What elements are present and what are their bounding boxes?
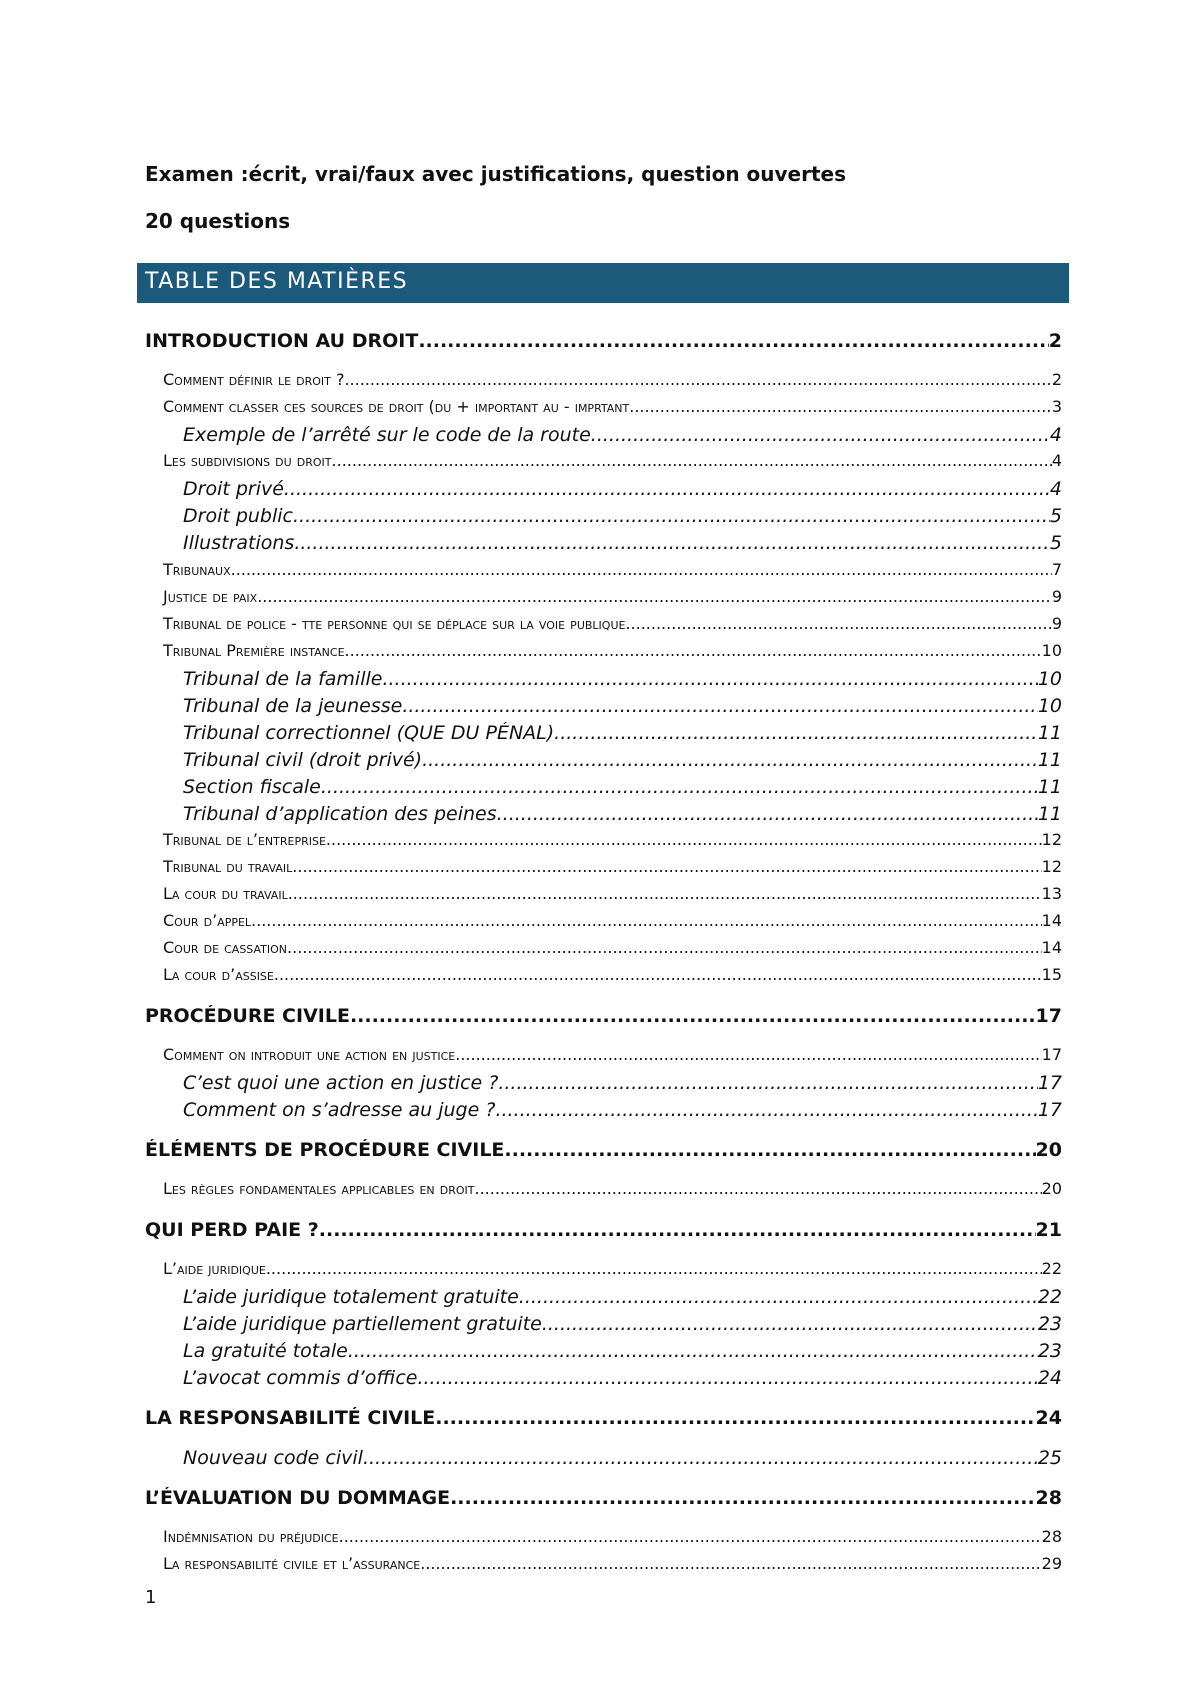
toc-entry-label: LA RESPONSABILITÉ CIVILE (145, 1407, 436, 1429)
toc-entry-label: Indémnisation du préjudice (163, 1527, 339, 1546)
toc-dot-leader (435, 1407, 1035, 1429)
toc-dot-leader (257, 587, 1052, 606)
toc-entry-page-number: 10 (1041, 641, 1062, 660)
toc-subsection-link[interactable] (145, 722, 1062, 744)
toc-subsection-link[interactable] (145, 1313, 1062, 1335)
toc-entry-label: L’ÉVALUATION DU DOMMAGE (145, 1487, 451, 1509)
toc-entry-page-number: 24 (1037, 1367, 1062, 1389)
toc-subsection-link[interactable] (145, 1340, 1062, 1362)
toc-entry-page-number: 4 (1049, 424, 1062, 446)
toc-section-link[interactable] (145, 560, 1062, 579)
toc-subsection-link[interactable] (145, 1447, 1062, 1469)
toc-section-link[interactable] (145, 857, 1062, 876)
toc-dot-leader (497, 803, 1038, 825)
toc-entry-label: La gratuité totale (183, 1340, 348, 1362)
toc-dot-leader (629, 397, 1052, 416)
toc-dot-leader (294, 532, 1050, 554)
toc-section-link[interactable] (145, 911, 1062, 930)
toc-subsection-link[interactable] (145, 749, 1062, 771)
toc-dot-leader (345, 641, 1042, 660)
toc-section-link[interactable] (145, 830, 1062, 849)
toc-entry-page-number: 2 (1051, 370, 1062, 389)
toc-entry-page-number: 14 (1041, 911, 1062, 930)
toc-entry-label: Comment on introduit une action en justice (163, 1045, 456, 1064)
toc-subsection-link[interactable] (145, 668, 1062, 690)
toc-entry-page-number: 22 (1041, 1259, 1062, 1278)
toc-section-link[interactable] (145, 1554, 1062, 1573)
toc-entry-page-number: 12 (1041, 857, 1062, 876)
toc-title: TABLE DES MATIÈRES (145, 269, 409, 294)
toc-section-link[interactable] (145, 587, 1062, 606)
toc-entry-label: Tribunal Première instance (163, 641, 345, 660)
toc-dot-leader (420, 1554, 1041, 1573)
toc-entry-page-number: 14 (1041, 938, 1062, 957)
toc-subsection-link[interactable] (145, 532, 1062, 554)
toc-entry-page-number: 17 (1037, 1099, 1062, 1121)
toc-dot-leader (332, 451, 1052, 470)
toc-dot-leader (504, 1139, 1035, 1161)
toc-entry-page-number: 17 (1037, 1072, 1062, 1094)
toc-entry-label: Tribunal du travail (163, 857, 293, 876)
toc-entry-page-number: 11 (1037, 722, 1062, 744)
toc-subsection-link[interactable] (145, 1072, 1062, 1094)
toc-dot-leader (495, 1099, 1037, 1121)
toc-entry-page-number: 12 (1041, 830, 1062, 849)
toc-entry-page-number: 11 (1037, 749, 1062, 771)
toc-entry-page-number: 9 (1051, 614, 1062, 633)
toc-entry-label: Comment classer ces sources de droit (du + important au - imprtant (163, 397, 630, 416)
toc-dot-leader (498, 1072, 1037, 1094)
toc-entry-page-number: 15 (1041, 965, 1062, 984)
toc-entry-label: Tribunal de la famille (183, 668, 383, 690)
toc-entry-label: L’avocat commis d’office (183, 1367, 418, 1389)
toc-entry-label: ÉLÉMENTS DE PROCÉDURE CIVILE (145, 1139, 505, 1161)
toc-entry-label: L’aide juridique (163, 1259, 266, 1278)
toc-entry-label: Cour de cassation (163, 938, 288, 957)
toc-entry-label: Les règles fondamentales applicables en droit (163, 1179, 475, 1198)
toc-entry-page-number: 20 (1041, 1179, 1062, 1198)
toc-dot-leader (363, 1447, 1038, 1469)
toc-entry-page-number: 24 (1035, 1407, 1062, 1429)
toc-entry-label: Cour d’appel (163, 911, 252, 930)
toc-entry-label: Justice de paix (163, 587, 258, 606)
toc-entry-label: PROCÉDURE CIVILE (145, 1005, 350, 1027)
toc-entry-label: L’aide juridique partiellement gratuite (183, 1313, 542, 1335)
toc-section-link[interactable] (145, 1527, 1062, 1546)
question-count-line: 20 questions (145, 209, 291, 233)
toc-entry-label: QUI PERD PAIE ? (145, 1219, 319, 1241)
toc-dot-leader (231, 560, 1052, 579)
toc-chapter-link[interactable] (145, 1139, 1062, 1161)
exam-info-line: Examen :écrit, vrai/faux avec justifications, question ouvertes (145, 162, 846, 186)
toc-section-link[interactable] (145, 938, 1062, 957)
toc-entry-page-number: 23 (1037, 1313, 1062, 1335)
toc-entry-page-number: 3 (1051, 397, 1062, 416)
toc-dot-leader (350, 1005, 1036, 1027)
toc-entry-label: Les subdivisions du droit (163, 451, 332, 470)
toc-entry-label: Nouveau code civil (183, 1447, 363, 1469)
toc-entry-label: La responsabilité civile et l’assurance (163, 1554, 421, 1573)
toc-dot-leader (418, 330, 1048, 352)
toc-chapter-link[interactable] (145, 330, 1062, 352)
toc-dot-leader (274, 965, 1042, 984)
toc-entry-page-number: 4 (1049, 478, 1062, 500)
toc-entry-page-number: 5 (1049, 505, 1062, 527)
toc-entry-page-number: 17 (1041, 1045, 1062, 1064)
toc-entry-label: Comment définir le droit ? (163, 370, 345, 389)
toc-subsection-link[interactable] (145, 424, 1062, 446)
toc-subsection-link[interactable] (145, 1367, 1062, 1389)
toc-section-link[interactable] (145, 1045, 1062, 1064)
toc-entry-page-number: 13 (1041, 884, 1062, 903)
toc-entry-label: La cour du travail (163, 884, 288, 903)
toc-entry-page-number: 29 (1041, 1554, 1062, 1573)
toc-section-link[interactable] (145, 1259, 1062, 1278)
toc-entry-label: INTRODUCTION AU DROIT (145, 330, 419, 352)
toc-dot-leader (251, 911, 1042, 930)
toc-entry-page-number: 10 (1037, 668, 1062, 690)
toc-section-link[interactable] (145, 397, 1062, 416)
toc-entry-label: C’est quoi une action en justice ? (183, 1072, 499, 1094)
toc-entry-page-number: 4 (1051, 451, 1062, 470)
toc-entry-page-number: 11 (1037, 776, 1062, 798)
toc-entry-page-number: 9 (1051, 587, 1062, 606)
toc-dot-leader (348, 1340, 1038, 1362)
toc-section-link[interactable] (145, 641, 1062, 660)
toc-entry-label: Tribunaux (163, 560, 231, 579)
toc-subsection-link[interactable] (145, 803, 1062, 825)
toc-entry-page-number: 25 (1037, 1447, 1062, 1469)
toc-dot-leader (382, 668, 1037, 690)
toc-section-link[interactable] (145, 884, 1062, 903)
toc-dot-leader (288, 884, 1042, 903)
toc-dot-leader (344, 370, 1051, 389)
toc-entry-page-number: 23 (1037, 1340, 1062, 1362)
toc-dot-leader (422, 749, 1038, 771)
toc-dot-leader (455, 1045, 1041, 1064)
toc-header-banner (137, 263, 1069, 303)
toc-dot-leader (326, 830, 1042, 849)
toc-entry-label: Comment on s’adresse au juge ? (183, 1099, 496, 1121)
toc-dot-leader (293, 505, 1050, 527)
toc-section-link[interactable] (145, 1179, 1062, 1198)
toc-subsection-link[interactable] (145, 478, 1062, 500)
toc-section-link[interactable] (145, 614, 1062, 633)
toc-dot-leader (542, 1313, 1038, 1335)
toc-entry-label: Droit public (183, 505, 294, 527)
toc-entry-label: Tribunal correctionnel (QUE DU PÉNAL) (183, 722, 555, 744)
toc-section-link[interactable] (145, 965, 1062, 984)
toc-chapter-link[interactable] (145, 1219, 1062, 1241)
toc-subsection-link[interactable] (145, 695, 1062, 717)
toc-subsection-link[interactable] (145, 776, 1062, 798)
toc-dot-leader (319, 1219, 1036, 1241)
toc-entry-page-number: 10 (1037, 695, 1062, 717)
toc-dot-leader (402, 695, 1038, 717)
toc-entry-page-number: 17 (1035, 1005, 1062, 1027)
toc-entry-label: Section fiscale (183, 776, 321, 798)
toc-chapter-link[interactable] (145, 1407, 1062, 1429)
toc-entry-page-number: 28 (1035, 1487, 1062, 1509)
toc-entry-page-number: 28 (1041, 1527, 1062, 1546)
toc-section-link[interactable] (145, 370, 1062, 389)
page-number: 1 (145, 1587, 157, 1608)
toc-subsection-link[interactable] (145, 505, 1062, 527)
toc-dot-leader (474, 1179, 1041, 1198)
toc-dot-leader (417, 1367, 1037, 1389)
toc-entry-label: La cour d’assise (163, 965, 274, 984)
toc-entry-label: Tribunal civil (droit privé) (183, 749, 423, 771)
toc-entry-label: L’aide juridique totalement gratuite (183, 1286, 519, 1308)
toc-dot-leader (266, 1259, 1042, 1278)
toc-entry-page-number: 21 (1035, 1219, 1062, 1241)
toc-dot-leader (450, 1487, 1035, 1509)
toc-dot-leader (284, 478, 1050, 500)
toc-dot-leader (519, 1286, 1038, 1308)
toc-entry-page-number: 20 (1035, 1139, 1062, 1161)
toc-entry-label: Tribunal de l’entreprise (163, 830, 326, 849)
toc-entry-page-number: 2 (1048, 330, 1062, 352)
toc-entry-label: Tribunal d’application des peines (183, 803, 497, 825)
toc-section-link[interactable] (145, 451, 1062, 470)
toc-dot-leader (287, 938, 1042, 957)
toc-entry-page-number: 7 (1051, 560, 1062, 579)
toc-subsection-link[interactable] (145, 1286, 1062, 1308)
toc-entry-label: Droit privé (183, 478, 284, 500)
toc-dot-leader (554, 722, 1038, 744)
toc-dot-leader (591, 424, 1050, 446)
toc-chapter-link[interactable] (145, 1487, 1062, 1509)
toc-subsection-link[interactable] (145, 1099, 1062, 1121)
toc-dot-leader (625, 614, 1051, 633)
toc-entry-page-number: 22 (1037, 1286, 1062, 1308)
toc-entry-label: Tribunal de la jeunesse (183, 695, 403, 717)
toc-dot-leader (339, 1527, 1042, 1546)
toc-dot-leader (321, 776, 1038, 798)
toc-entry-page-number: 11 (1037, 803, 1062, 825)
toc-chapter-link[interactable] (145, 1005, 1062, 1027)
toc-entry-label: Tribunal de police - tte personne qui se déplace sur la voie publique (163, 614, 626, 633)
toc-entry-label: Exemple de l’arrêté sur le code de la route (183, 424, 591, 446)
toc-dot-leader (292, 857, 1041, 876)
toc-entry-page-number: 5 (1049, 532, 1062, 554)
toc-entry-label: Illustrations (183, 532, 295, 554)
